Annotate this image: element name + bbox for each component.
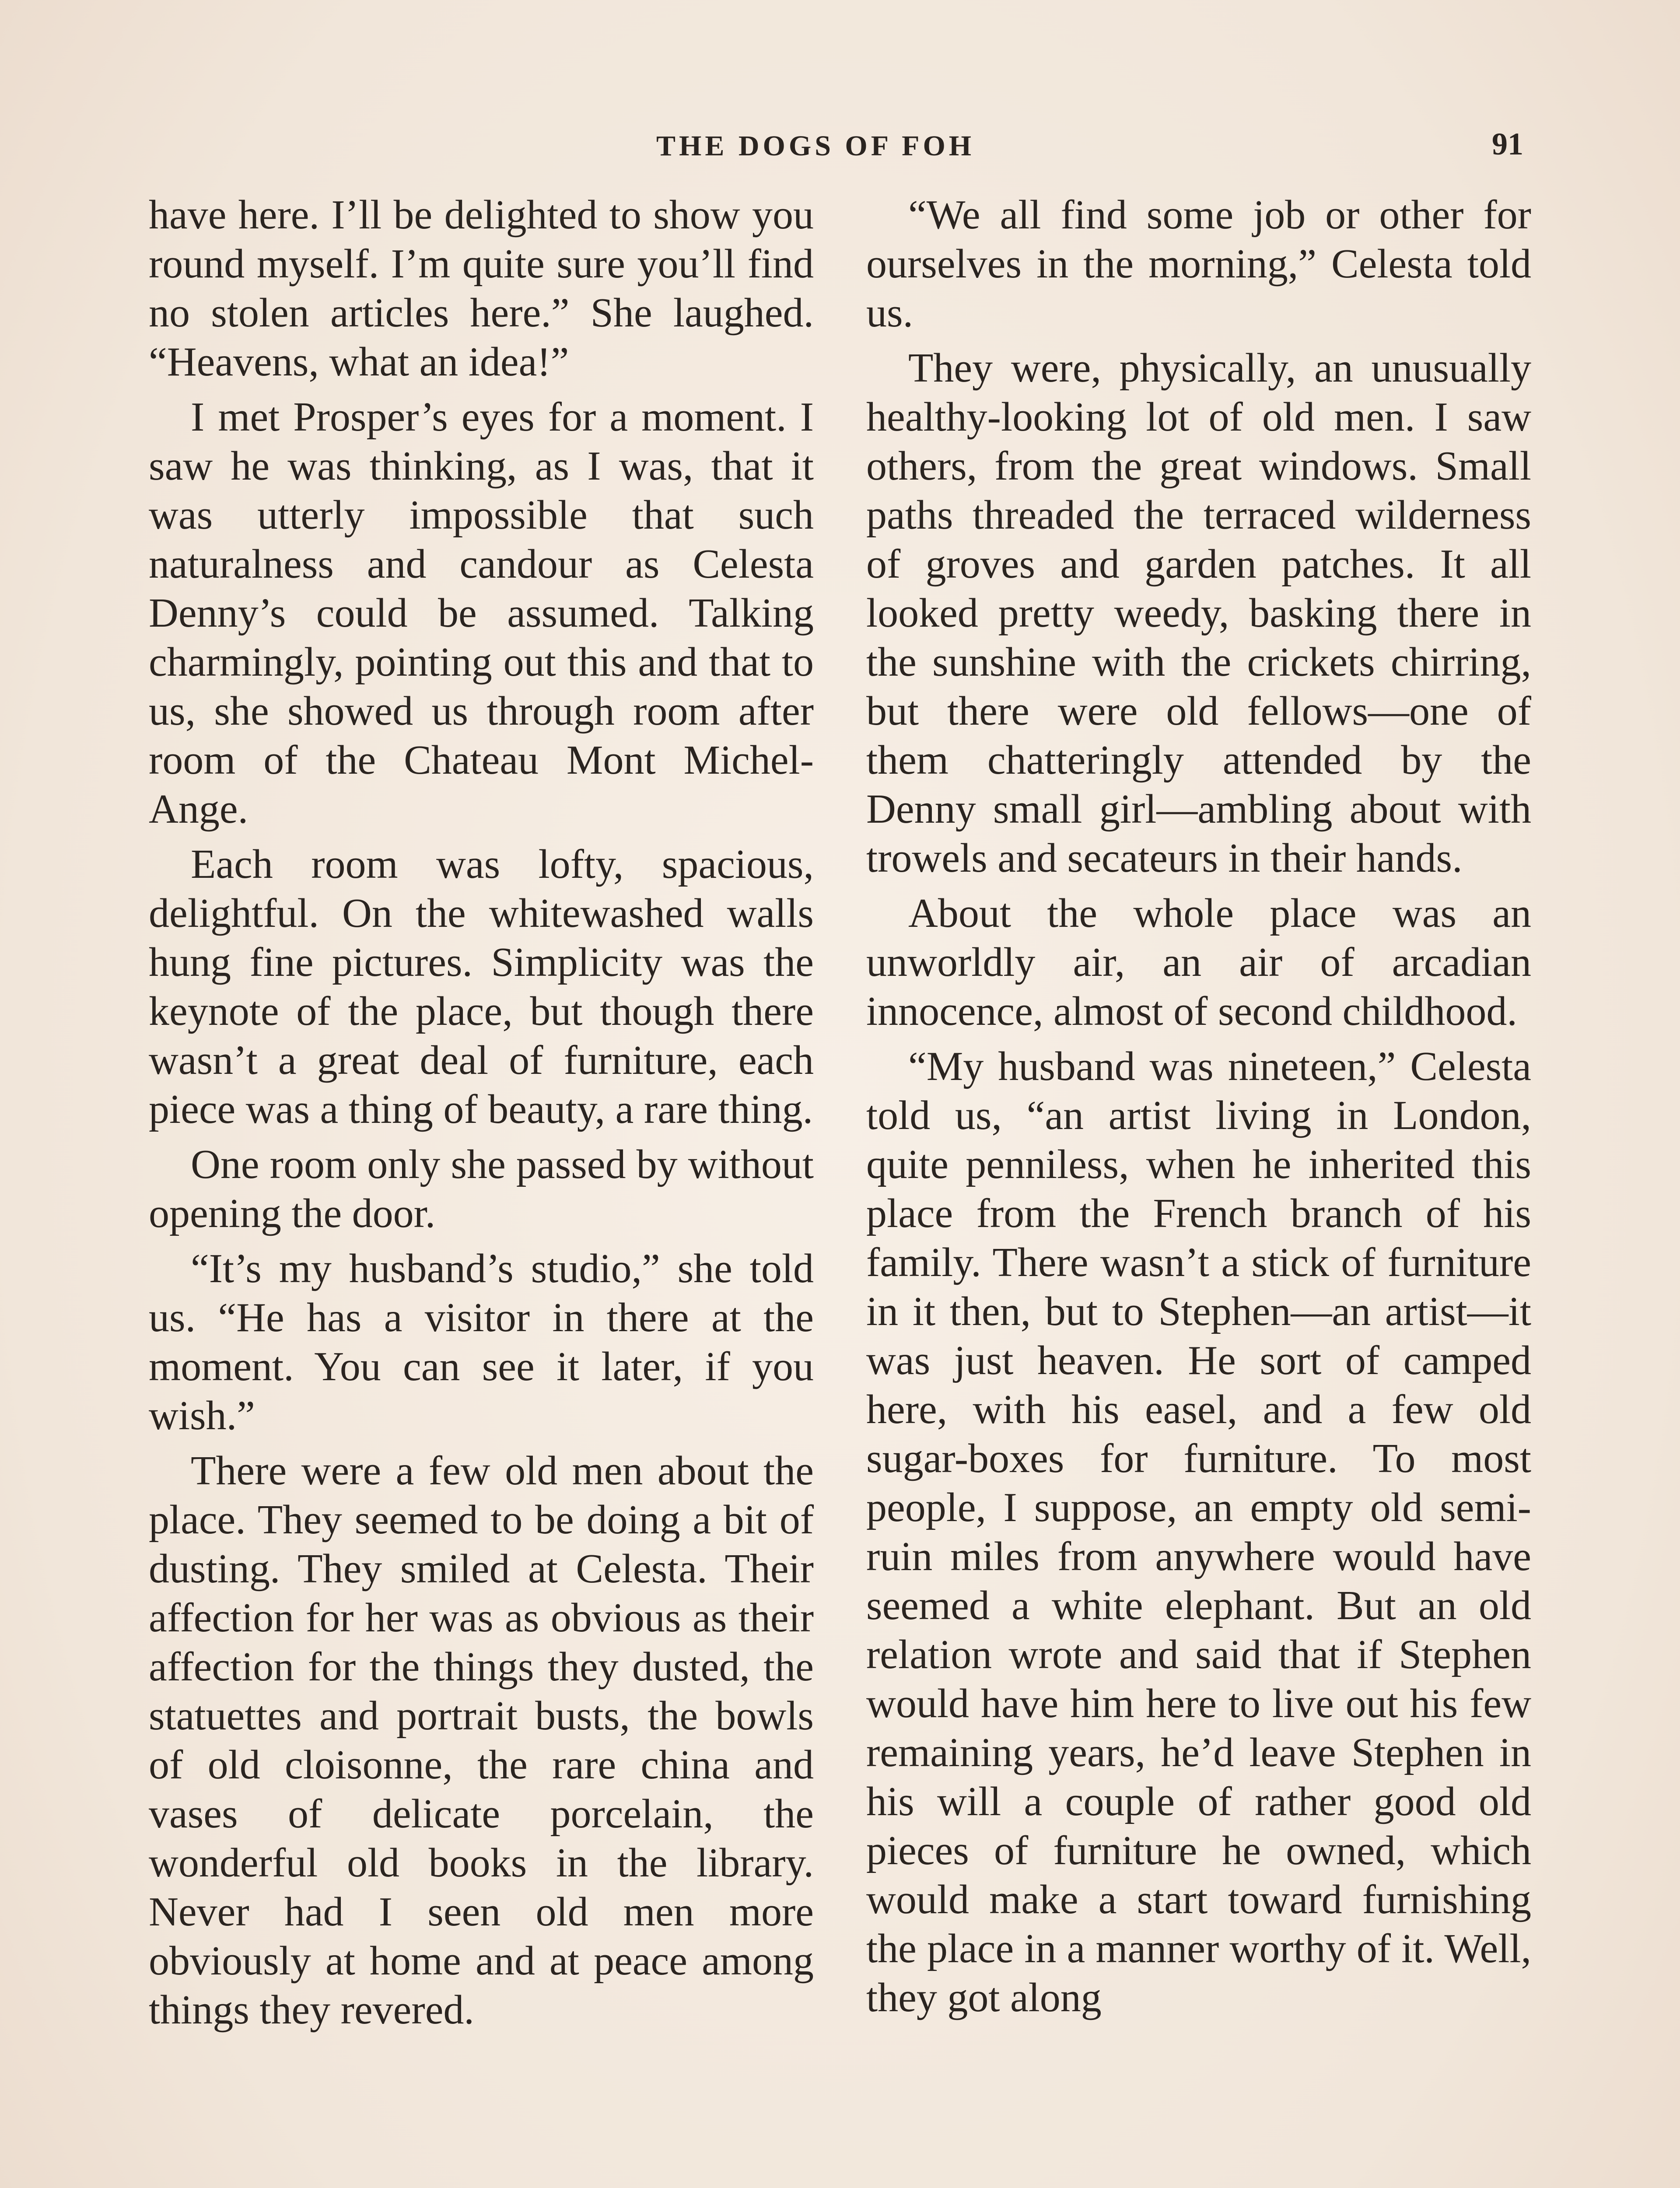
paragraph: “It’s my husband’s studio,” she told us. “He has a visitor in there at the moment. You can see it later, if you wish.”: [149, 1246, 814, 1438]
paragraph: “My husband was nineteen,” Celesta told us, “an artist living in London, quite penniless, when he inherited this place from the French branch of his family. There wasn’t a stick of furniture in it then, but to Stephen—an artist—it was just heaven. He sort of camped here, with his easel, and a few old sugar-boxes for furniture. To most people, I suppose, an empty old semi-ruin miles from anywhere would have seemed a white elephant. But an old relation wrote and said that if Stephen would have him here to live out his few remaining years, he’d leave Stephen in his will a couple of rather good old pieces of furniture he owned, which would make a start toward furnishing the place in a manner worthy of it. Well, they got along: [866, 1044, 1531, 2020]
paragraph: One room only she passed by without opening the door.: [149, 1142, 814, 1236]
paragraph: “We all find some job or other for ourselves in the morning,” Celesta told us.: [866, 192, 1531, 336]
paragraph: I met Prosper’s eyes for a moment. I saw he was thinking, as I was, that it was utterly impossible that such naturalness and candour as Celesta Denny’s could be assumed. Talking charmingly, pointing out this and that to us, she showed us through room after room of the Chateau Mont Michel-Ange.: [149, 394, 814, 832]
paragraph: They were, physically, an unusually healthy-looking lot of old men. I saw others, from the great windows. Small paths threaded the terraced wilderness of groves and garden patches. It all looked pretty weedy, basking there in the sunshine with the crickets chirring, but there were old fellows—one of them chatteringly attended by the Denny small girl—ambling about with trowels and secateurs in their hands.: [866, 345, 1531, 881]
running-title: THE DOGS OF FOH: [656, 130, 975, 162]
paragraph: have here. I’ll be delighted to show you round myself. I’m quite sure you’ll find no stolen articles here.” She laughed. “Heavens, what an idea!”: [149, 192, 814, 385]
page-number: 91: [1492, 126, 1523, 161]
paragraph: About the whole place was an unworldly air, an air of arcadian innocence, almost of second childhood.: [866, 891, 1531, 1034]
paragraph: There were a few old men about the place. They seemed to be doing a bit of dusting. They smiled at Celesta. Their affection for her was as obvious as their affection for the things they dusted, the statuettes and portrait busts, the bowls of old cloisonne, the rare china and vases of delicate porcelain, the wonderful old books in the library. Never had I seen old men more obviously at home and at peace among things they revered.: [149, 1448, 814, 2033]
left-column: [149, 190, 814, 2041]
right-column: [866, 190, 1531, 2028]
paragraph: Each room was lofty, spacious, delightful. On the whitewashed walls hung fine pictures. Simplicity was the keynote of the place, but though there wasn’t a great deal of furniture, each piece was a thing of beauty, a rare thing.: [149, 842, 814, 1132]
